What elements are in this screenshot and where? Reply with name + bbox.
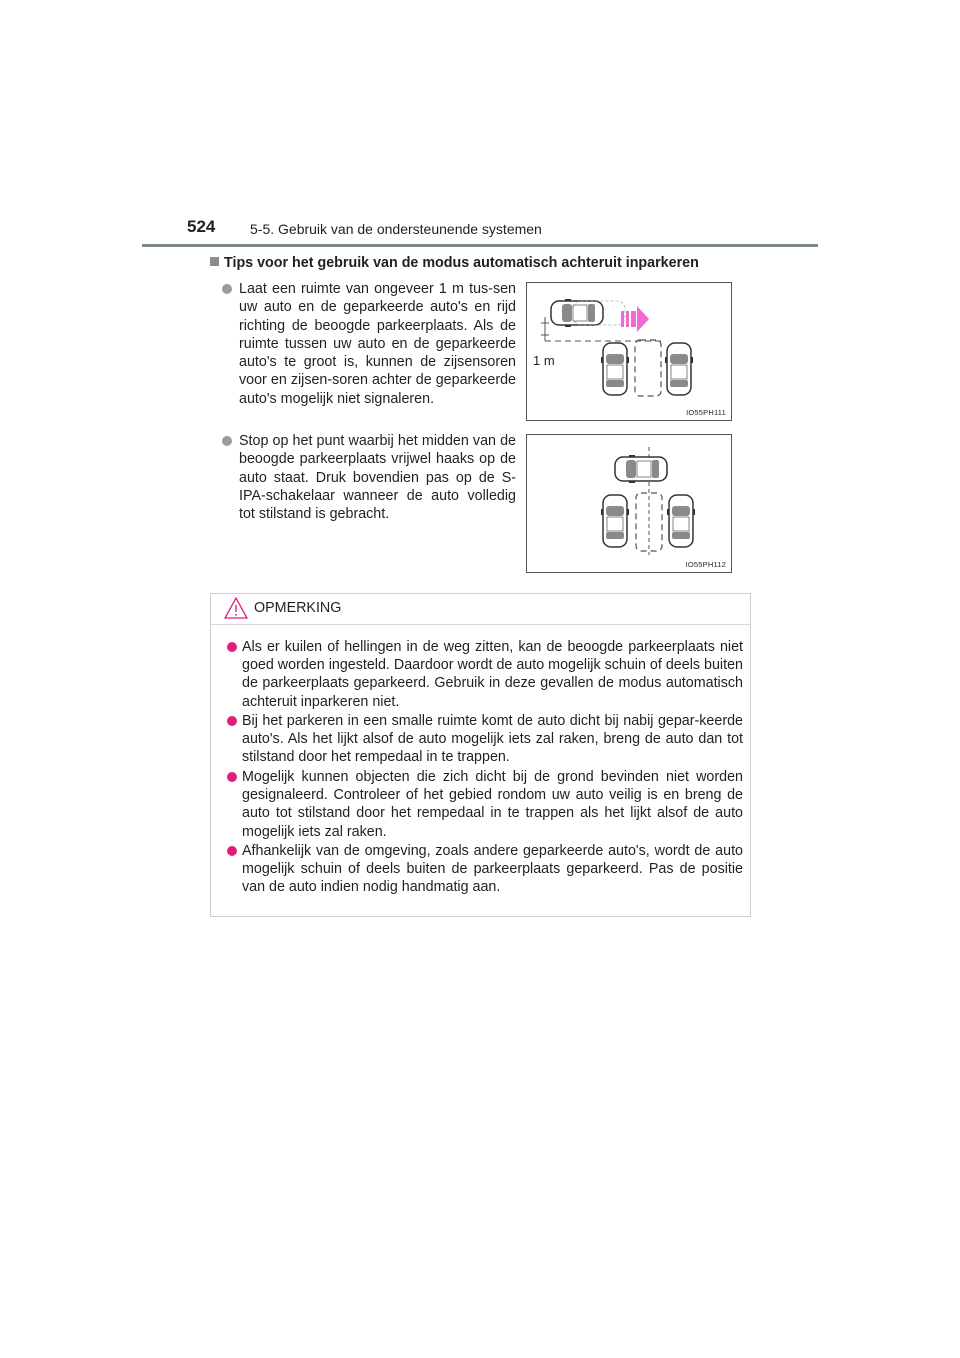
note-item <box>227 712 743 767</box>
note-box <box>210 593 751 917</box>
moving-car-icon <box>615 455 667 483</box>
distance-label: 1 m <box>533 353 555 368</box>
note-text: Bij het parkeren in een smalle ruimte komt de auto dicht bij nabij gepar-keerde auto's. Als het lijkt alsof de auto mogelijk iets zal raken, breng de auto dan tot stilstand door het rempedaal in te trappen. <box>242 713 743 766</box>
page-number: 524 <box>187 217 216 236</box>
parked-car-icon <box>601 495 629 547</box>
parking-diagram-2 <box>527 435 731 572</box>
parking-illustration-1 <box>526 282 732 421</box>
target-space-outline <box>636 493 662 551</box>
parked-car-icon <box>665 343 693 395</box>
direction-arrow-icon <box>621 306 649 332</box>
note-text: Mogelijk kunnen objecten die zich dicht bij de grond bevinden niet worden gesignaleerd. Controleer of het gebied rondom uw auto veilig is en breng de auto tot stilstand door het rempedaal in te trappen als het lijkt alsof de auto mogelijk iets zal raken. <box>242 769 743 840</box>
note-header <box>211 594 750 625</box>
bullet-icon <box>222 284 232 294</box>
tip-item <box>222 432 516 523</box>
tips-heading-text: Tips voor het gebruik van de modus automatisch achteruit inparkeren <box>224 255 699 271</box>
bullet-icon <box>227 716 237 726</box>
bullet-icon <box>227 846 237 856</box>
note-item <box>227 842 743 897</box>
bullet-icon <box>227 772 237 782</box>
warning-triangle-icon <box>224 597 248 619</box>
note-title: OPMERKING <box>254 600 342 616</box>
tips-heading <box>210 255 699 271</box>
tip-text: Laat een ruimte van ongeveer 1 m tus-sen uw auto en de geparkeerde auto's en rijd richting de beoogde parkeerplaats. Als de ruimte tussen uw auto en de geparkeerde auto's te groot is, kunnen de zijsensoren voor en zijsen-soren achter de geparkeerde auto's mogelijk niet signaleren. <box>239 281 516 407</box>
note-item <box>227 768 743 841</box>
parking-illustration-2 <box>526 434 732 573</box>
moving-car-icon <box>551 299 603 327</box>
bullet-icon <box>227 642 237 652</box>
header-rule <box>142 244 818 247</box>
note-text: Afhankelijk van de omgeving, zoals andere geparkeerde auto's, wordt de auto mogelijk schuin of deels buiten de parkeerplaats geparkeerd. Pas de positie van de auto indien nodig handmatig aan. <box>242 843 743 896</box>
target-space-outline <box>635 340 661 396</box>
section-title: 5-5. Gebruik van de ondersteunende systemen <box>250 221 542 237</box>
tip-text: Stop op het punt waarbij het midden van de beoogde parkeerplaats vrijwel haaks op de auto staat. Druk bovendien pas op de S-IPA-schakelaar wanneer de auto volledig tot stilstand is gebracht. <box>239 433 516 523</box>
parking-diagram-1 <box>527 283 731 420</box>
figure-code: IO55PH111 <box>686 408 726 417</box>
tip-item <box>222 280 516 408</box>
parked-car-icon <box>667 495 695 547</box>
parked-car-icon <box>601 343 629 395</box>
bullet-icon <box>222 436 232 446</box>
figure-code: IO55PH112 <box>685 560 726 569</box>
square-bullet-icon <box>210 257 219 266</box>
note-item <box>227 638 743 711</box>
note-text: Als er kuilen of hellingen in de weg zitten, kan de beoogde parkeerplaats niet goed worden ingesteld. Daardoor wordt de auto mogelijk schuin of deels buiten de parkeerplaats geparkeerd. Gebruik in deze gevallen de modus automatisch achteruit inparkeren niet. <box>242 639 743 710</box>
